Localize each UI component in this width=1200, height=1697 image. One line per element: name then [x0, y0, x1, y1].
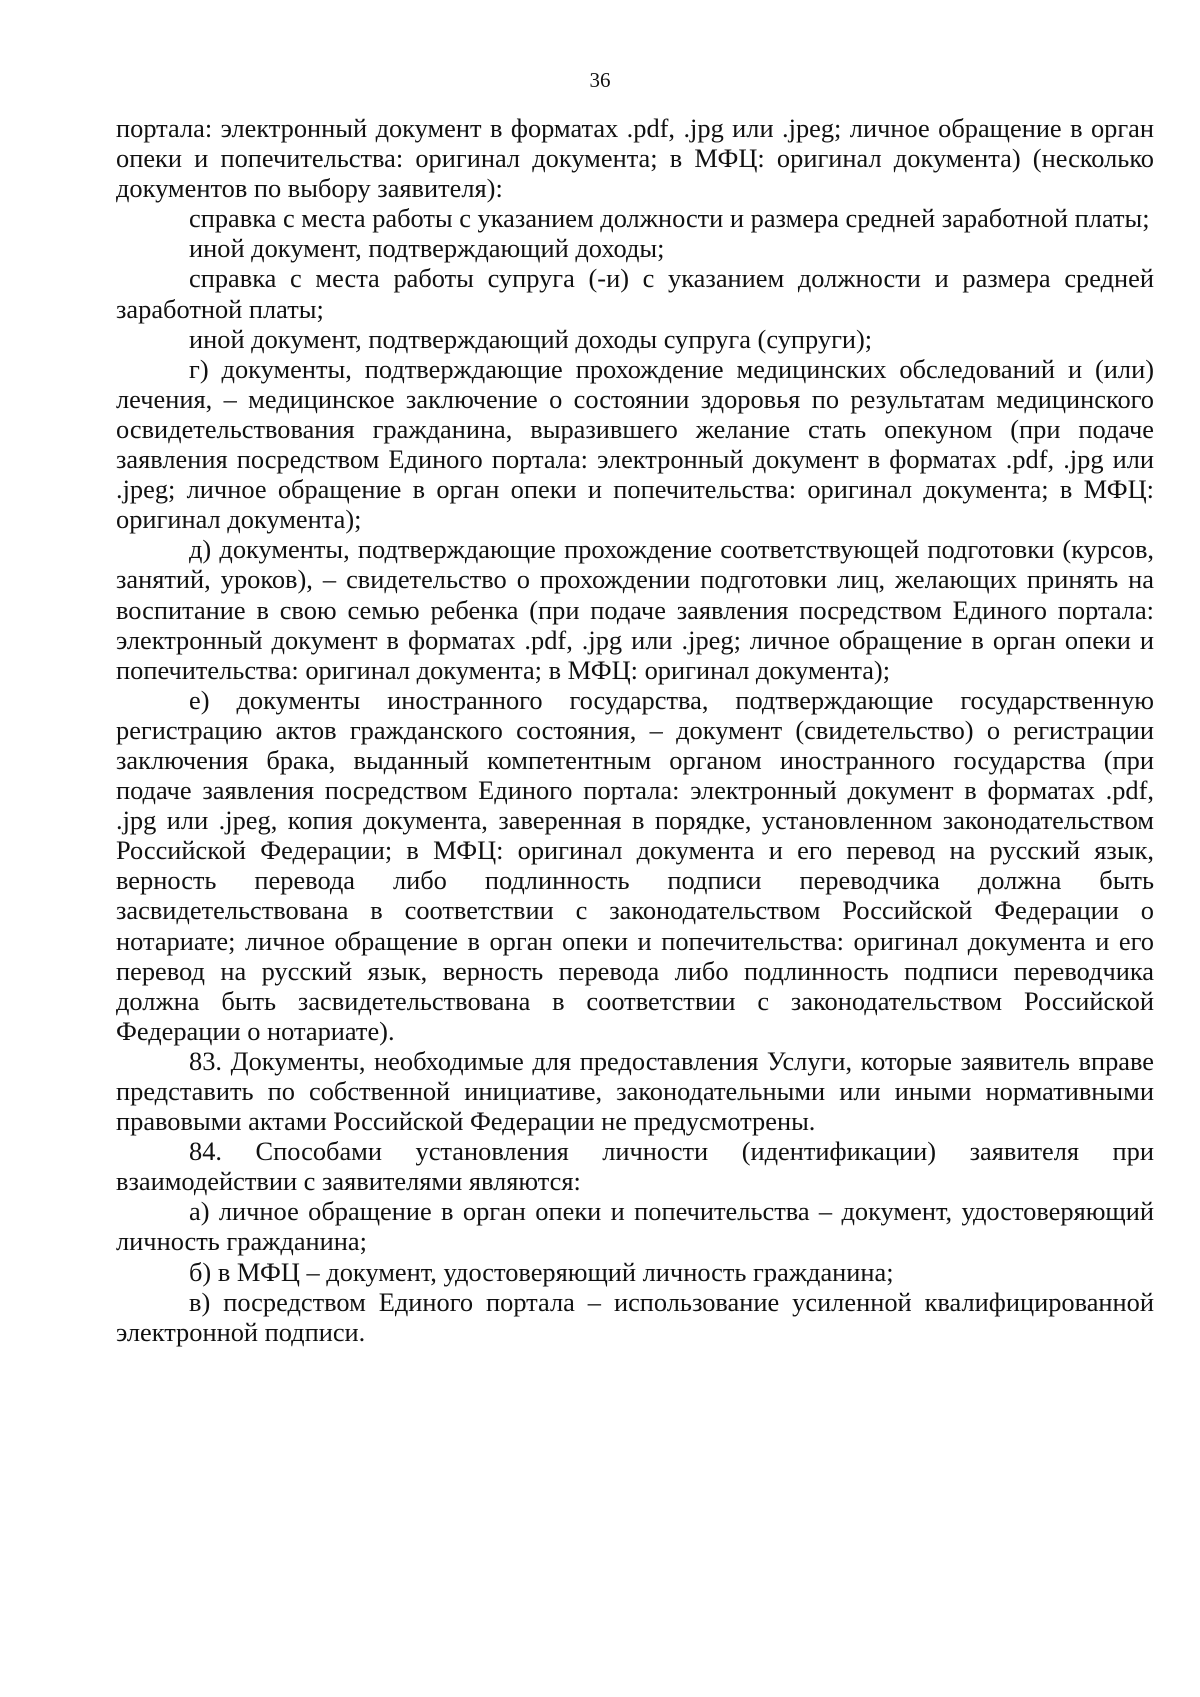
paragraph-84-a: а) личное обращение в орган опеки и попечительства – документ, удостоверяющий личность гражданина; [116, 1196, 1154, 1257]
paragraph-item-salary-certificate: справка с места работы с указанием должности и размера средней заработной платы; [189, 203, 1150, 234]
paragraph-subitem-g: г) документы, подтверждающие прохождение медицинских обследований и (или) лечения, – медицинское заключение о состоянии здоровья по результатам медицинского освидетельствования гражданина, выразившего желание стать опекуном (при подаче заявления посредством Единого портала: электронный документ в форматах .pdf, .jpg или .jpeg; личное обращение в орган опеки и попечительства: оригинал документа; в МФЦ: оригинал документа); [116, 353, 1154, 535]
paragraph-item-spouse-income-document: иной документ, подтверждающий доходы супруга (супруги); [189, 323, 873, 354]
paragraph-continuation: портала: электронный документ в форматах .pdf, .jpg или .jpeg; личное обращение в орган опеки и попечительства: оригинал документа; в МФЦ: оригинал документа) (несколько документов по выбору заявителя): [116, 113, 1154, 204]
paragraph-84-b: б) в МФЦ – документ, удостоверяющий личность гражданина; [189, 1256, 894, 1287]
paragraph-item-spouse-salary-certificate: справка с места работы супруга (-и) с указанием должности и размера средней заработной платы; [116, 263, 1154, 324]
paragraph-83: 83. Документы, необходимые для предоставления Услуги, которые заявитель вправе представить по собственной инициативе, законодательными или иными нормативными правовыми актами Российской Федерации не предусмотрены. [116, 1045, 1154, 1137]
paragraph-item-income-document: иной документ, подтверждающий доходы; [189, 233, 665, 264]
paragraph-84: 84. Способами установления личности (идентификации) заявителя при взаимодействии с заявителями являются: [116, 1136, 1154, 1197]
paragraph-84-v: в) посредством Единого портала – использование усиленной квалифицированной электронной подписи. [116, 1286, 1154, 1347]
page-number: 36 [589, 68, 611, 92]
paragraph-subitem-e: е) документы иностранного государства, подтверждающие государственную регистрацию актов гражданского состояния, – документ (свидетельство) о регистрации заключения брака, выданный компетентным органом иностранного государства (при подаче заявления посредством Единого портала: электронный документ в форматах .pdf, .jpg или .jpeg, копия документа, заверенная в порядке, установленном законодательством Российской Федерации; в МФЦ: оригинал документа и его перевод на русский язык, верность перевода либо подлинность подписи переводчика должна быть засвидетельствована в соответствии с законодательством Российской Федерации о нотариате; личное обращение в орган опеки и попечительства: оригинал документа и его перевод на русский язык, верность перевода либо подлинность подписи переводчика должна быть засвидетельствована в соответствии с законодательством Российской Федерации о нотариате). [116, 684, 1154, 1046]
document-body [116, 113, 1154, 1347]
paragraph-subitem-d: д) документы, подтверждающие прохождение соответствующей подготовки (курсов, занятий, уроков), – свидетельство о прохождении подготовки лиц, желающих принять на воспитание в свою семью ребенка (при подаче заявления посредством Единого портала: электронный документ в форматах .pdf, .jpg или .jpeg; личное обращение в орган опеки и попечительства: оригинал документа; в МФЦ: оригинал документа); [116, 534, 1154, 685]
